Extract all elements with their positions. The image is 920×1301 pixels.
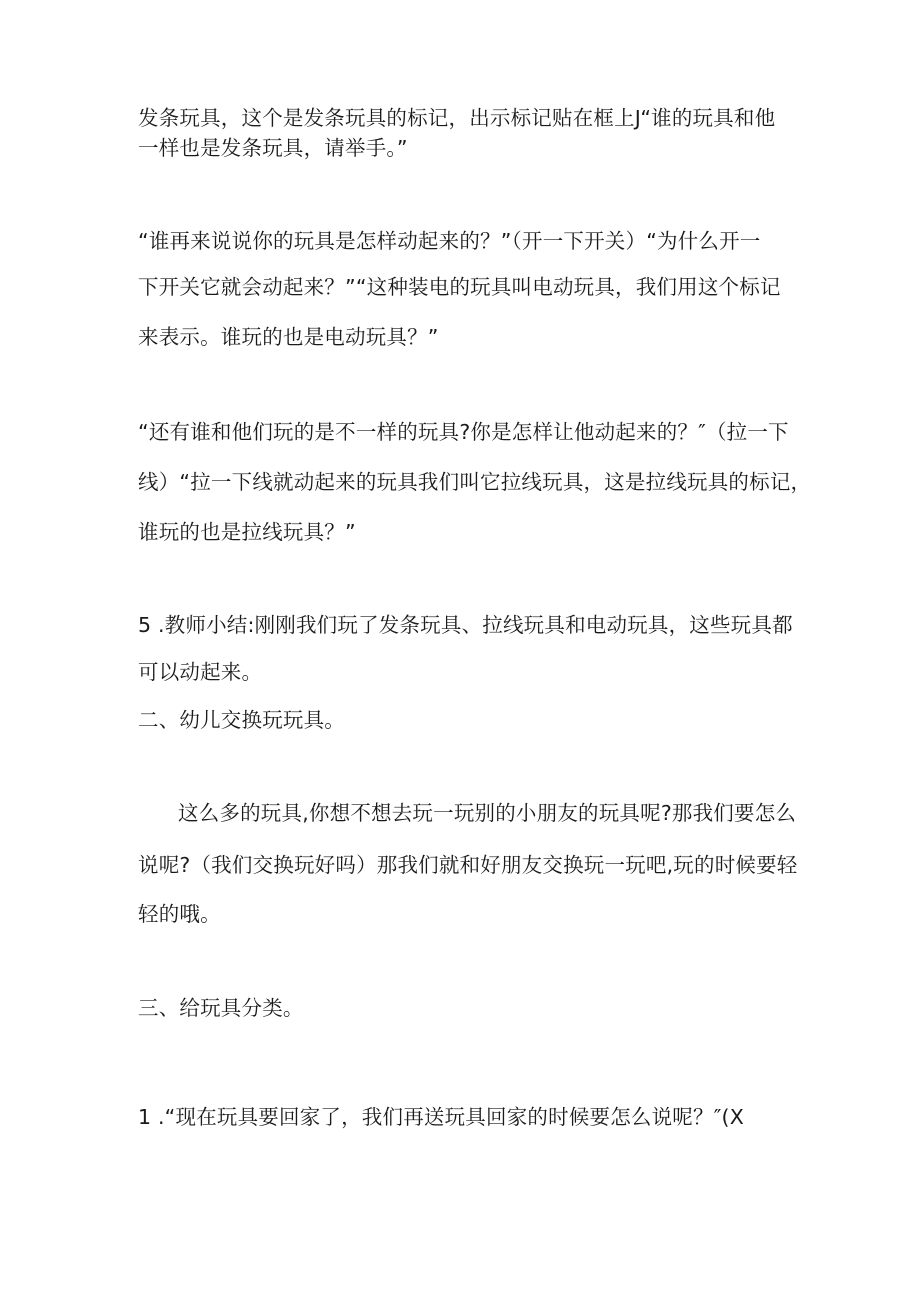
paragraph-line: 下开关它就会动起来？”“这种装电的玩具叫电动玩具，我们用这个标记	[138, 275, 781, 299]
paragraph-line: 发条玩具，这个是发条玩具的标记，出示标记贴在框上J“谁的玩具和他	[138, 106, 776, 130]
paragraph-line: 来表示。谁玩的也是电动玩具？”	[138, 325, 439, 349]
paragraph-line: 这么多的玩具,你想不想去玩一玩别的小朋友的玩具呢?那我们要怎么	[178, 801, 797, 825]
section-heading-2: 二、幼儿交换玩玩具。	[138, 708, 345, 732]
paragraph-line: 一样也是发条玩具，请举手。”	[138, 136, 408, 160]
paragraph-line: 轻的哦。	[138, 902, 221, 926]
list-item-1: 1 .“现在玩具要回家了，我们再送玩具回家的时候要怎么说呢？″(X	[138, 1105, 744, 1129]
section-heading-3: 三、给玩具分类。	[138, 996, 304, 1020]
paragraph-line: 说呢?（我们交换玩好吗）那我们就和好朋友交换玩一玩吧,玩的时候要轻	[138, 853, 798, 877]
paragraph-line: “还有谁和他们玩的是不一样的玩具?你是怎样让他动起来的？″（拉一下	[138, 420, 789, 444]
paragraph-line: 线）“拉一下线就动起来的玩具我们叫它拉线玩具，这是拉线玩具的标记，	[138, 470, 812, 494]
paragraph-line: “谁再来说说你的玩具是怎样动起来的？”（开一下开关）“为什么开一	[138, 229, 761, 253]
paragraph-line: 谁玩的也是拉线玩具？”	[138, 520, 356, 544]
summary-item-5: 5 .教师小结:刚刚我们玩了发条玩具、拉线玩具和电动玩具，这些玩具都	[138, 613, 793, 637]
paragraph-line: 可以动起来。	[138, 660, 263, 684]
